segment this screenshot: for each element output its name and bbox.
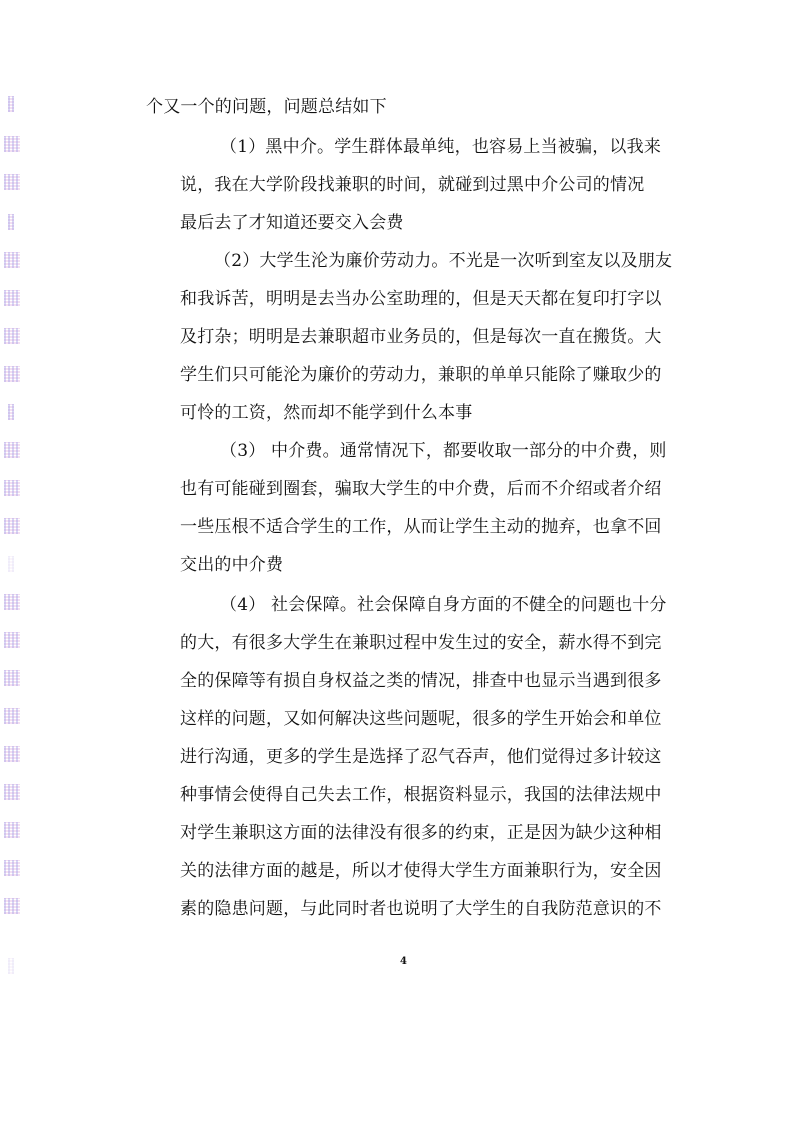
page-number: 4 (400, 956, 407, 967)
margin-mark (8, 556, 14, 572)
text-line: 对学生兼职这方面的法律没有很多的约束，正是因为缺少这种相 (180, 823, 662, 843)
margin-mark (4, 328, 20, 344)
text-line: 交出的中介费 (180, 555, 284, 575)
margin-mark (8, 404, 14, 420)
text-line: （2）大学生沦为廉价劳动力。不光是一次听到室友以及朋友 (214, 251, 673, 271)
margin-mark (4, 822, 20, 838)
margin-mark (4, 708, 20, 724)
margin-mark (4, 366, 20, 382)
margin-mark (4, 746, 20, 762)
text-line: 种事情会使得自己失去工作，根据资料显示，我国的法律法规中 (180, 785, 662, 805)
text-line: （3） 中介费。通常情况下，都要收取一部分的中介费，则 (220, 441, 667, 461)
text-line: 说，我在大学阶段找兼职的时间，就碰到过黑中介公司的情况 (180, 175, 645, 195)
text-line: 进行沟通，更多的学生是选择了忍气吞声，他们觉得过多计较这 (180, 747, 662, 767)
text-line: 个又一个的问题，问题总结如下 (146, 97, 387, 117)
margin-mark (4, 480, 20, 496)
margin-mark (4, 518, 20, 534)
margin-mark (8, 958, 14, 974)
margin-mark (4, 174, 20, 190)
margin-mark (4, 594, 20, 610)
margin-mark (4, 632, 20, 648)
text-line: 关的法律方面的越是，所以才使得大学生方面兼职行为，安全因 (180, 861, 662, 881)
margin-mark (4, 898, 20, 914)
margin-mark (4, 860, 20, 876)
text-line: 和我诉苦，明明是去当办公室助理的，但是天天都在复印打字以 (180, 289, 662, 309)
text-line: 全的保障等有损自身权益之类的情况，排查中也显示当遇到很多 (180, 671, 662, 691)
text-line: 这样的问题，又如何解决这些问题呢，很多的学生开始会和单位 (180, 709, 662, 729)
margin-mark (4, 784, 20, 800)
margin-mark (4, 670, 20, 686)
text-line: 最后去了才知道还要交入会费 (180, 213, 404, 233)
margin-mark (4, 442, 20, 458)
text-line: （4） 社会保障。社会保障自身方面的不健全的问题也十分 (220, 595, 667, 615)
text-line: 素的隐患问题，与此同时者也说明了大学生的自我防范意识的不 (180, 899, 662, 919)
margin-mark (4, 252, 20, 268)
text-line: 学生们只可能沦为廉价的劳动力，兼职的单单只能除了赚取少的 (180, 365, 662, 385)
margin-mark (4, 136, 20, 152)
margin-mark (8, 214, 14, 230)
margin-mark (8, 96, 14, 112)
text-line: 可怜的工资，然而却不能学到什么本事 (180, 403, 473, 423)
text-line: 及打杂；明明是去兼职超市业务员的，但是每次一直在搬货。大 (180, 327, 662, 347)
text-line: 一些压根不适合学生的工作，从而让学生主动的抛弃，也拿不回 (180, 517, 662, 537)
margin-mark (4, 290, 20, 306)
text-line: （1）黑中介。学生群体最单纯，也容易上当被骗，以我来 (220, 137, 662, 157)
text-line: 的大，有很多大学生在兼职过程中发生过的安全，薪水得不到完 (180, 633, 662, 653)
text-line: 也有可能碰到圈套，骗取大学生的中介费，后而不介绍或者介绍 (180, 479, 662, 499)
